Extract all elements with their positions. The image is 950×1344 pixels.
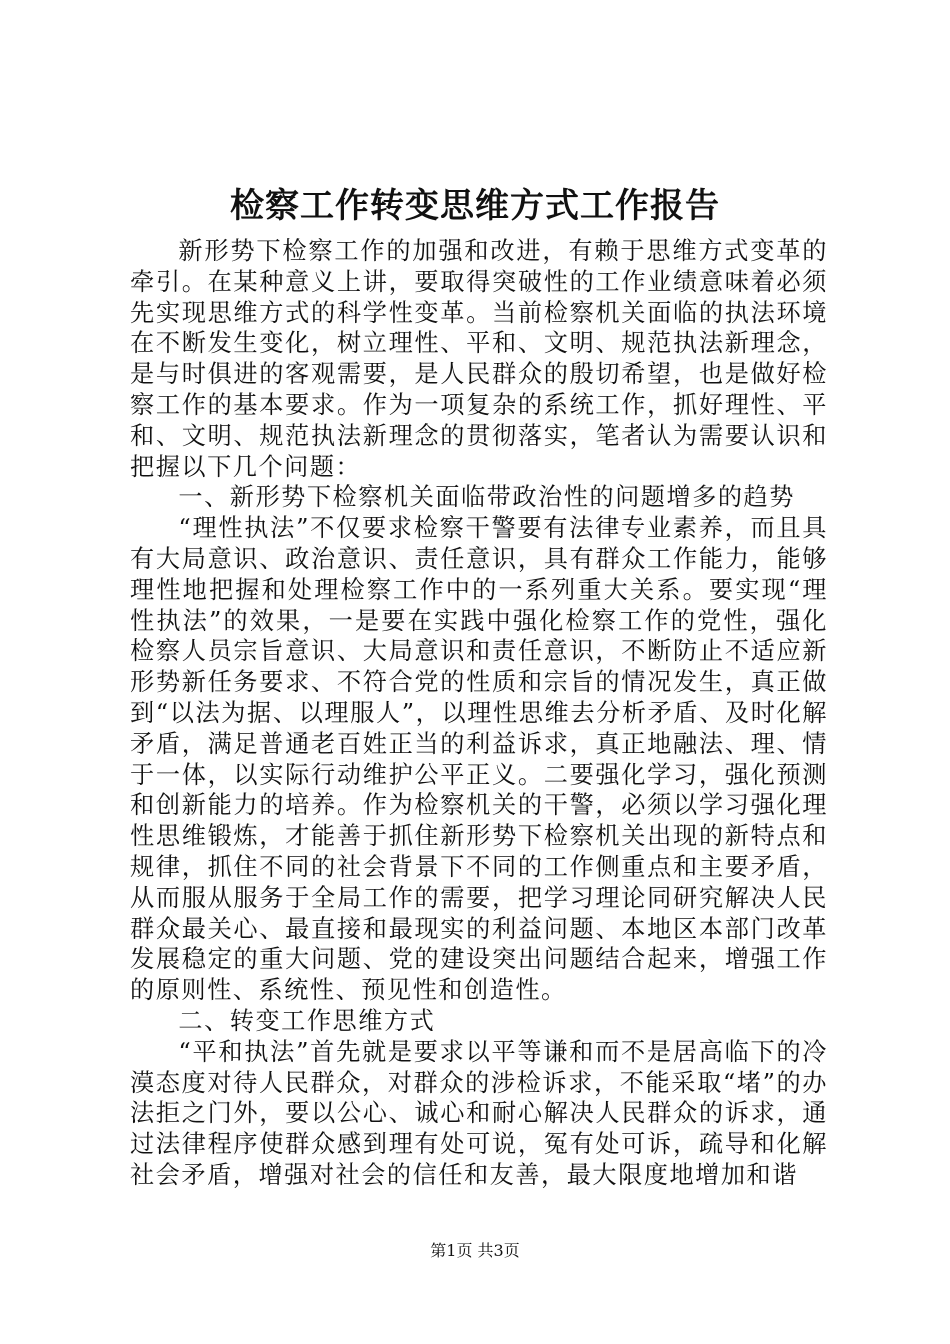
paragraph-intro: 新形势下检察工作的加强和改进，有赖于思维方式变革的牵引。在某种意义上讲，要取得突破性的工作业绩意味着必须先实现思维方式的科学性变革。当前检察机关面临的执法环境在不断发生变化，树立理性、平和、文明、规范执法新理念，是与时俱进的客观需要，是人民群众的殷切希望，也是做好检察工作的基本要求。作为一项复杂的系统工作，抓好理性、平和、文明、规范执法新理念的贯彻落实，笔者认为需要认识和把握以下几个问题： [130,237,828,481]
section-heading-2: 二、转变工作思维方式 [178,1006,436,1035]
page-title: 检察工作转变思维方式工作报告 [230,186,720,226]
document-body [130,236,828,1191]
section-heading-1: 一、新形势下检察机关面临带政治性的问题增多的趋势 [178,483,795,512]
paragraph-rational-enforcement: “理性执法”不仅要求检察干警要有法律专业素养，而且具有大局意识、政治意识、责任意识，具有群众工作能力，能够理性地把握和处理检察工作中的一系列重大关系。要实现“理性执法”的效果，一是要在实践中强化检察工作的党性，强化检察人员宗旨意识、大局意识和责任意识，不断防止不适应新形势新任务要求、不符合党的性质和宗旨的情况发生，真正做到“以法为据、以理服人”，以理性思维去分析矛盾、及时化解矛盾，满足普通老百姓正当的利益诉求，真正地融法、理、情于一体，以实际行动维护公平正义。二要强化学习，强化预测和创新能力的培养。作为检察机关的干警，必须以学习强化理性思维锻炼，才能善于抓住新形势下检察机关出现的新特点和规律，抓住不同的社会背景下不同的工作侧重点和主要矛盾，从而服从服务于全局工作的需要，把学习理论同研究解决人民群众最关心、最直接和最现实的利益问题、本地区本部门改革发展稳定的重大问题、党的建设突出问题结合起来，增强工作的原则性、系统性、预见性和创造性。 [130,514,828,1005]
paragraph-peaceful-enforcement: “平和执法”首先就是要求以平等谦和而不是居高临下的冷漠态度对待人民群众，对群众的涉检诉求，不能采取“堵”的办法拒之门外，要以公心、诚心和耐心解决人民群众的诉求，通过法律程序使群众感到理有处可说，冤有处可诉，疏导和化解社会矛盾，增强对社会的信任和友善，最大限度地增加和谐 [130,1037,828,1189]
page-indicator: 第1页 共3页 [430,1241,520,1260]
